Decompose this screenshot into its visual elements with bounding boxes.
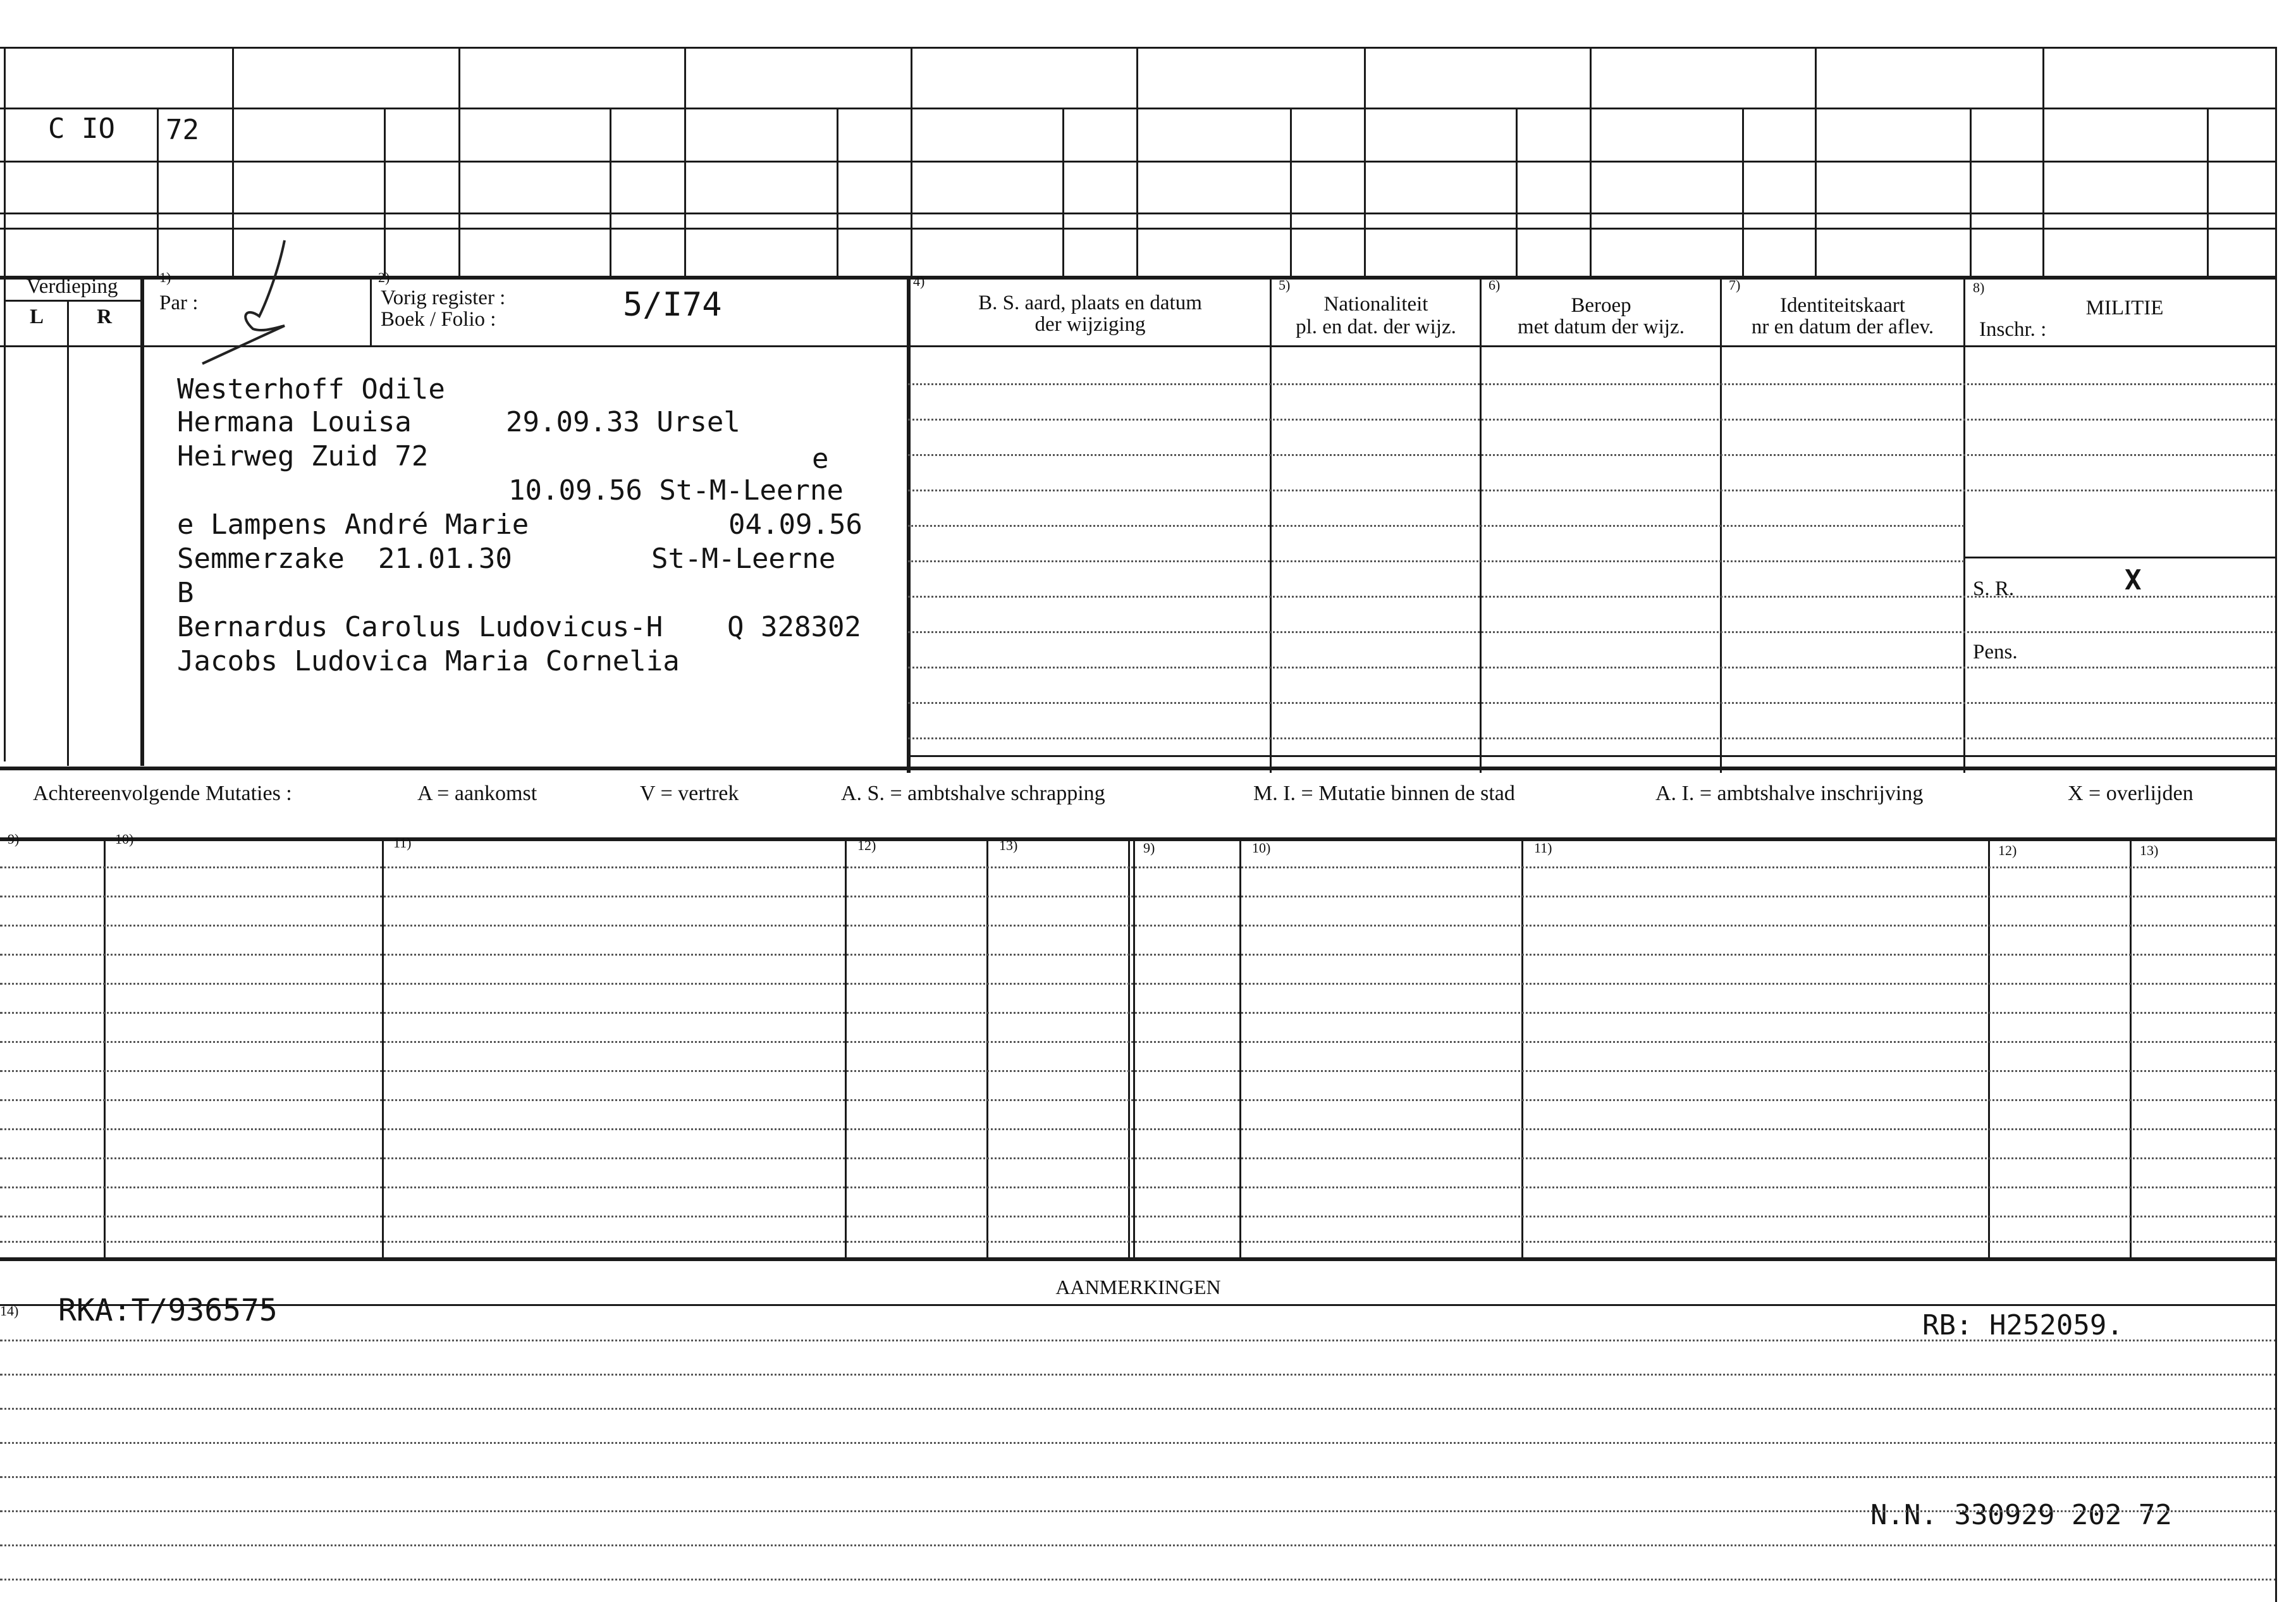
- legend-ai: A. I. = ambtshalve inschrijving: [1655, 782, 1924, 805]
- remarks-row: [0, 1408, 2276, 1410]
- verdieping-label: Verdieping: [26, 275, 118, 298]
- par-handwritten-mark: [164, 234, 304, 373]
- card-code: C IO: [48, 113, 115, 145]
- beroep-header-line2: met datum der wijz.: [1518, 316, 1685, 338]
- entry-rule: [908, 737, 2276, 739]
- entry-rule: [908, 525, 1964, 527]
- legend-bottom-rule: [0, 837, 2276, 841]
- field-number: 14): [0, 1303, 19, 1319]
- top-grid-line: [0, 228, 2276, 230]
- mutation-row: [0, 925, 2276, 927]
- pens-label: Pens.: [1973, 641, 2018, 663]
- national-number: N.N. 330929 202 72: [1870, 1499, 2172, 1531]
- entry-rule: [908, 383, 2276, 385]
- id-header-line1: Identiteitskaart: [1780, 294, 1905, 317]
- person-line: B: [177, 577, 194, 609]
- mutation-col-divider: [2130, 837, 2132, 1259]
- top-grid-divider: [1364, 47, 1366, 276]
- top-grid-divider: [911, 47, 912, 276]
- remarks-row: [0, 1340, 2276, 1341]
- mutation-col-divider: [845, 837, 847, 1259]
- legend-top-rule: [0, 767, 2276, 770]
- mutation-row: [0, 1099, 2276, 1101]
- person-code: Q 328302: [727, 611, 861, 643]
- mutation-row: [0, 1216, 2276, 1217]
- mutation-col-number: 13): [999, 837, 1018, 853]
- mutation-col-number: 12): [857, 837, 876, 853]
- entry-rule: [908, 596, 2276, 598]
- field-number: 1): [159, 269, 171, 285]
- right-border: [2275, 47, 2277, 1602]
- column-divider: [1270, 276, 1272, 773]
- header-top-rule: [0, 276, 2276, 280]
- remarks-row: [0, 1510, 2276, 1512]
- mutation-row: [0, 866, 2276, 868]
- entry-rule: [908, 454, 2276, 456]
- remarks-title: AANMERKINGEN: [1055, 1276, 1221, 1298]
- top-grid-subdivider: [157, 108, 159, 276]
- bs-header-line1: B. S. aard, plaats en datum: [978, 292, 1202, 314]
- remarks-row: [0, 1374, 2276, 1376]
- top-grid-subdivider: [1062, 108, 1064, 276]
- mutation-row: [0, 954, 2276, 956]
- mutation-col-number: 11): [1534, 840, 1552, 856]
- mutation-col-number: 11): [393, 835, 412, 851]
- boek-folio-label: Boek / Folio :: [381, 308, 496, 331]
- remarks-row: [0, 1579, 2276, 1580]
- top-grid-subdivider: [1970, 108, 1972, 276]
- mutation-col-number: 9): [8, 831, 20, 847]
- top-grid-line: [0, 108, 2276, 109]
- entry-rule: [908, 702, 2276, 704]
- mutation-col-divider: [104, 837, 106, 1259]
- top-grid-divider: [1590, 47, 1592, 276]
- top-grid-subdivider: [1290, 108, 1292, 276]
- top-grid-subdivider: [610, 108, 611, 276]
- person-mark: e: [812, 443, 829, 475]
- nationality-header-line1: Nationaliteit: [1323, 293, 1428, 316]
- field-number: 6): [1489, 277, 1501, 293]
- left-border: [4, 47, 6, 761]
- column-divider: [1963, 276, 1965, 773]
- legend-v: V = vertrek: [640, 782, 739, 805]
- entry-rule: [908, 560, 1964, 562]
- column-divider: [907, 276, 911, 773]
- person-line: Hermana Louisa: [177, 406, 412, 438]
- vorig-register-label: Vorig register :: [381, 287, 506, 309]
- mutation-row: [0, 1186, 2276, 1188]
- mutation-col-number: 13): [2140, 842, 2159, 858]
- legend-mi: M. I. = Mutatie binnen de stad: [1253, 782, 1515, 805]
- remarks-row: [0, 1476, 2276, 1478]
- mutation-row: [0, 1157, 2276, 1159]
- top-grid-subdivider: [2207, 108, 2209, 276]
- mutation-col-number: 12): [1998, 842, 2017, 858]
- beroep-header-line1: Beroep: [1571, 294, 1631, 317]
- top-grid-divider: [684, 47, 686, 276]
- person-line: Westerhoff Odile: [177, 373, 445, 405]
- remarks-top-rule: [0, 1304, 2276, 1306]
- card-number: 72: [166, 114, 199, 146]
- mutation-col-number: 10): [1252, 840, 1271, 856]
- legend-a: A = aankomst: [417, 782, 537, 805]
- mutation-row: [0, 983, 2276, 985]
- bs-header-line2: der wijziging: [1034, 313, 1146, 336]
- par-label: Par :: [159, 292, 199, 314]
- column-divider: [140, 276, 144, 766]
- mutation-col-number: 10): [115, 831, 134, 847]
- mutation-col-divider: [986, 837, 988, 1259]
- register-value: 5/I74: [623, 286, 722, 324]
- top-grid-subdivider: [384, 108, 386, 276]
- militie-header: MILITIE: [2085, 297, 2164, 319]
- nationality-header-line2: pl. en dat. der wijz.: [1296, 316, 1456, 338]
- entry-rule: [908, 631, 2276, 633]
- person-line: e Lampens André Marie: [177, 508, 529, 541]
- legend-title: Achtereenvolgende Mutaties :: [33, 782, 292, 805]
- mutation-row: [0, 1041, 2276, 1043]
- mutation-row: [0, 896, 2276, 897]
- mutation-col-divider: [1128, 837, 1130, 1259]
- mutation-col-divider: [382, 837, 384, 1259]
- entry-rule: [908, 490, 2276, 491]
- mutation-col-divider: [1521, 837, 1523, 1259]
- entry-rule: [908, 755, 2276, 757]
- top-grid-divider: [1815, 47, 1817, 276]
- top-grid-line: [0, 47, 2276, 49]
- mutation-row: [0, 1070, 2276, 1072]
- remarks-row: [0, 1442, 2276, 1444]
- top-grid-subdivider: [1742, 108, 1744, 276]
- field-number: 7): [1729, 277, 1741, 293]
- person-place: St-M-Leerne: [651, 543, 836, 575]
- column-divider: [1720, 276, 1722, 773]
- rb-number: RB: H252059.: [1922, 1309, 2123, 1341]
- mutation-col-divider: [1133, 837, 1135, 1259]
- sr-label: S. R.: [1973, 577, 2015, 600]
- entry-rule: [908, 419, 2276, 421]
- field-number: 8): [1973, 280, 1985, 295]
- person-address: Heirweg Zuid 72: [177, 440, 429, 472]
- legend-as: A. S. = ambtshalve schrapping: [841, 782, 1105, 805]
- person-line: Semmerzake 21.01.30: [177, 543, 512, 575]
- mutation-bottom-rule: [0, 1257, 2276, 1261]
- mutation-row: [0, 1012, 2276, 1014]
- mutation-col-number: 9): [1143, 840, 1155, 856]
- top-grid-subdivider: [1516, 108, 1518, 276]
- left-label: L: [29, 305, 44, 328]
- remarks-row: [0, 1544, 2276, 1546]
- column-divider-l-r: [67, 300, 69, 766]
- verdieping-rule: [4, 300, 140, 302]
- top-grid-divider: [458, 47, 460, 276]
- column-divider: [1480, 276, 1482, 773]
- rka-number: RKA:T/936575: [58, 1293, 278, 1328]
- legend-x: X = overlijden: [2068, 782, 2194, 805]
- top-grid-divider: [1136, 47, 1138, 276]
- header-bottom-rule: [0, 345, 2276, 347]
- militie-separator: [1965, 557, 2276, 558]
- id-header-line2: nr en datum der aflev.: [1751, 316, 1934, 338]
- field-number: 2): [378, 269, 390, 285]
- top-grid-line: [0, 213, 2276, 214]
- inschr-label: Inschr. :: [1979, 318, 2047, 341]
- top-grid-divider: [2042, 47, 2044, 276]
- person-birth: 29.09.33 Ursel: [506, 406, 740, 438]
- person-line: 10.09.56 St-M-Leerne: [508, 474, 844, 507]
- mutation-col-divider: [1988, 837, 1990, 1259]
- column-divider: [370, 276, 372, 345]
- entry-rule: [908, 667, 2276, 669]
- top-grid-line: [0, 161, 2276, 163]
- field-number: 4): [913, 273, 925, 289]
- sr-mark: X: [2125, 564, 2142, 596]
- person-line: Bernardus Carolus Ludovicus-H: [177, 611, 663, 643]
- mutation-row: [0, 1128, 2276, 1130]
- field-number: 5): [1279, 277, 1291, 293]
- right-label: R: [97, 305, 112, 328]
- person-date: 04.09.56: [728, 508, 863, 541]
- mutation-row: [0, 1241, 2276, 1243]
- top-grid-subdivider: [837, 108, 838, 276]
- mutation-col-divider: [1239, 837, 1241, 1259]
- person-line: Jacobs Ludovica Maria Cornelia: [177, 645, 680, 677]
